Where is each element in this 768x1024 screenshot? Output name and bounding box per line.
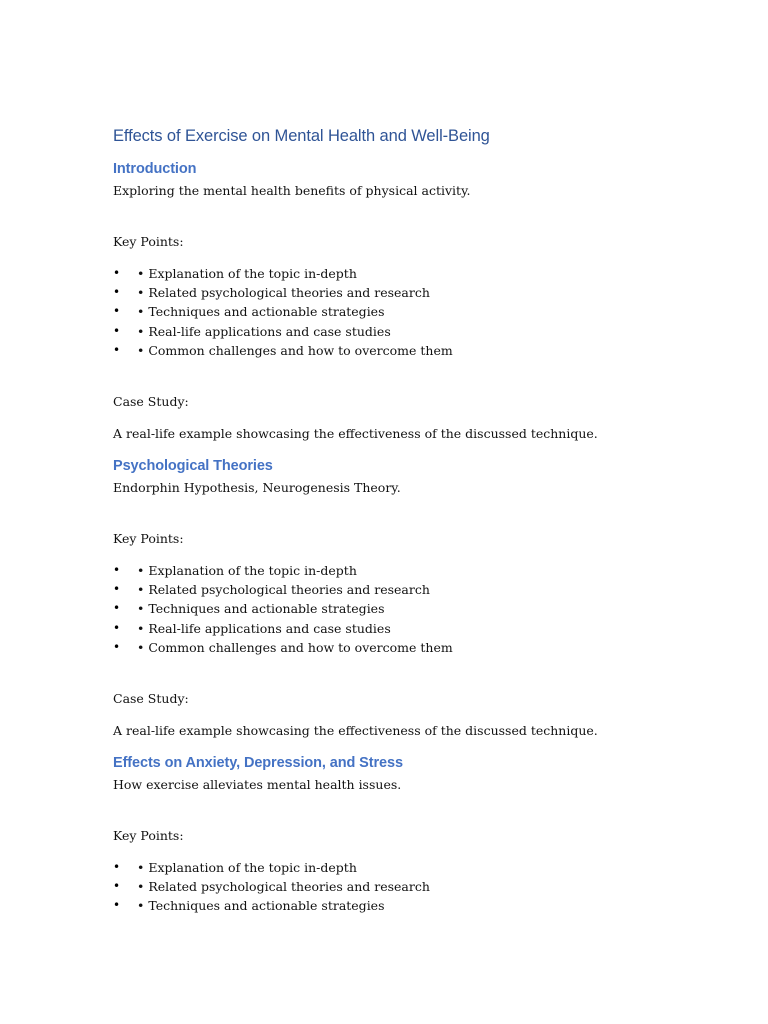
section-intro-text: Exploring the mental health benefits of physical activity. [113,183,471,198]
section-intro-text: Endorphin Hypothesis, Neurogenesis Theory. [113,479,401,495]
list-item [113,561,713,580]
bullet-icon: • [113,879,121,894]
case-study-label: Case Study: [113,690,189,706]
bullet-icon: • [113,859,121,874]
list-item-text: • Related psychological theories and research [137,879,430,895]
list-item-text: • Related psychological theories and research [137,582,430,598]
key-points-list [113,264,713,360]
list-item [113,341,713,360]
list-item [113,283,713,302]
list-item [113,619,713,638]
list-item-text: • Explanation of the topic in-depth [137,859,357,875]
case-study-text: A real-life example showcasing the effectiveness of the discussed technique. [113,722,598,738]
section-heading: Psychological Theories [113,457,273,474]
key-points-label: Key Points: [113,530,184,546]
key-points-label: Key Points: [113,827,184,843]
list-item-text: • Techniques and actionable strategies [137,601,385,617]
bullet-icon: • [113,639,121,654]
bullet-icon: • [113,620,121,635]
key-points-list [113,858,713,916]
bullet-icon: • [113,304,121,319]
bullet-icon: • [113,266,121,280]
list-item [113,264,713,283]
bullet-icon: • [113,582,121,597]
list-item-text: • Techniques and actionable strategies [137,304,385,320]
list-item [113,896,713,915]
bullet-icon: • [113,601,121,616]
list-item-text: • Real-life applications and case studies [137,323,391,339]
list-item-text: • Explanation of the topic in-depth [137,562,357,578]
bullet-icon: • [113,285,121,300]
section-effects-anxiety-depression-stress [113,753,713,916]
key-points-label: Key Points: [113,234,184,249]
case-study-text: A real-life example showcasing the effectiveness of the discussed technique. [113,425,598,441]
list-item-text: • Real-life applications and case studies [137,620,391,636]
document-body [113,124,713,947]
list-item-text: • Common challenges and how to overcome them [137,342,453,358]
section-introduction [113,159,713,443]
list-item [113,858,713,877]
list-item [113,580,713,599]
list-item [113,322,713,341]
list-item-text: • Related psychological theories and research [137,285,430,301]
bullet-icon: • [113,898,121,913]
list-item-text: • Explanation of the topic in-depth [137,266,357,281]
bullet-icon: • [113,323,121,338]
bullet-icon: • [113,342,121,357]
key-points-list [113,561,713,657]
section-heading: Introduction [113,161,197,177]
case-study-label: Case Study: [113,393,189,409]
section-intro-text: How exercise alleviates mental health issues. [113,776,402,792]
section-psychological-theories [113,456,713,740]
list-item [113,302,713,321]
list-item [113,638,713,657]
list-item-text: • Common challenges and how to overcome them [137,639,453,655]
list-item [113,877,713,896]
bullet-icon: • [113,562,121,577]
section-heading: Effects on Anxiety, Depression, and Stress [113,754,403,771]
list-item-text: • Techniques and actionable strategies [137,898,385,914]
document-title: Effects of Exercise on Mental Health and Well-Being [113,127,490,145]
list-item [113,599,713,618]
